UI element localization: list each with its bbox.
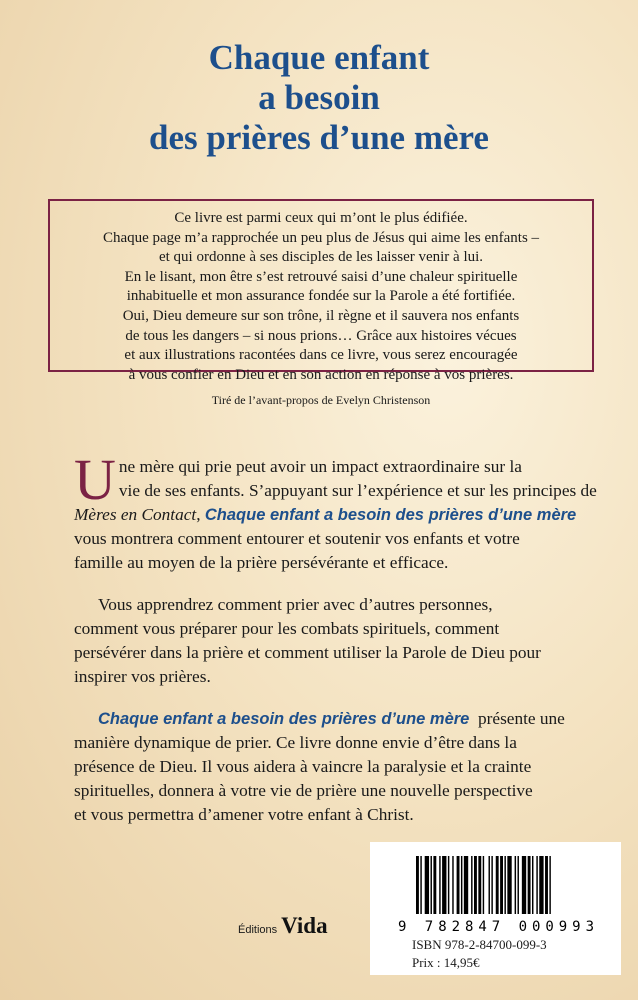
barcode-bar <box>539 856 543 914</box>
barcode-bar <box>518 856 519 914</box>
paragraph-line: famille au moyen de la prière persévérante et efficace. <box>74 553 449 572</box>
barcode-bar <box>522 856 526 914</box>
foreword-quote-box <box>48 199 594 408</box>
paragraph-line: vous montrera comment entourer et soutenir vos enfants et votre <box>74 529 520 548</box>
title-line-1: Chaque enfant <box>208 38 430 77</box>
barcode-bar <box>532 856 533 914</box>
barcode-bar <box>536 856 537 914</box>
barcode-bar <box>515 856 516 914</box>
paragraph-line: manière dynamique de prier. Ce livre donne envie d’être dans la <box>74 733 517 752</box>
barcode-digits: 9 782847 000993 <box>398 919 594 935</box>
description-paragraph-1 <box>74 447 597 575</box>
barcode-bar <box>420 856 421 914</box>
title-line-2: a besoin <box>258 78 380 117</box>
barcode-bar <box>483 856 484 914</box>
quote-line: à vous confier en Dieu et en son action en réponse à vos prières. <box>128 366 514 383</box>
paragraph-text: présente une <box>469 709 565 728</box>
quote-line: Chaque page m’a rapprochée un peu plus de Jésus qui aime les enfants – <box>102 229 540 246</box>
barcode-bar <box>471 856 472 914</box>
quote-line: Oui, Dieu demeure sur son trône, il règne et il sauvera nos enfants <box>122 307 520 324</box>
description-paragraph-3 <box>74 707 594 827</box>
barcode-bar <box>457 856 460 914</box>
paragraph-line: spirituelles, donnera à votre vie de prière une nouvelle perspective <box>74 781 533 800</box>
barcode-bar <box>528 856 531 914</box>
paragraph-line <box>74 503 594 527</box>
barcode-bar <box>549 856 550 914</box>
paragraph-line: présence de Dieu. Il vous aidera à vaincre la paralysie et la crainte <box>74 757 532 776</box>
publisher-prefix: Éditions <box>238 924 278 936</box>
quote-line: de tous les dangers – si nous prions… Grâce aux histoires vécues <box>125 327 517 344</box>
description <box>74 447 597 845</box>
barcode-panel <box>370 842 621 975</box>
barcode-bar <box>431 856 432 914</box>
paragraph-line: comment vous préparer pour les combats spirituels, comment <box>74 619 500 638</box>
barcode-bar <box>474 856 477 914</box>
paragraph-line: ne mère qui prie peut avoir un impact extraordinaire sur la <box>118 457 522 476</box>
paragraph-line: Vous apprendrez comment prier avec d’autres personnes, <box>98 595 493 614</box>
paragraph-line: vie de ses enfants. S’appuyant sur l’expérience et sur les principes de <box>118 481 597 500</box>
isbn-number: ISBN 978-2-84700-099-3 <box>412 937 547 952</box>
quote-line: et qui ordonne à ses disciples de les laisser venir à lui. <box>158 249 484 266</box>
publisher-logo <box>238 913 358 937</box>
quote-line: et aux illustrations racontées dans ce livre, vous serez encouragée <box>124 347 518 364</box>
barcode-bar <box>491 856 492 914</box>
barcode-bar <box>500 856 503 914</box>
barcode-bar <box>504 856 505 914</box>
ministry-name: Mères en Contact <box>74 505 197 524</box>
quote-line: En le lisant, mon être s’est retrouvé saisi d’une chaleur spirituelle <box>124 268 518 285</box>
book-title-inline: Chaque enfant a besoin des prières d’une mère <box>204 506 577 524</box>
barcode-bar <box>545 856 548 914</box>
barcode-bar <box>442 856 446 914</box>
paragraph-line: inspirer vos prières. <box>74 667 211 686</box>
quote-line: inhabituelle et mon assurance fondée sur la Parole a été fortifiée. <box>126 288 516 305</box>
publisher-name: Vida <box>281 913 328 938</box>
book-title-inline: Chaque enfant a besoin des prières d’une mère <box>98 710 470 728</box>
barcode-bar <box>507 856 511 914</box>
paragraph-line: persévérer dans la prière et comment utiliser la Parole de Dieu pour <box>74 643 541 662</box>
barcode-bar <box>464 856 468 914</box>
barcode-bar <box>452 856 453 914</box>
paragraph-line: et vous permettra d’amener votre enfant à Christ. <box>74 805 414 824</box>
quote-attribution: Tiré de l’avant-propos de Evelyn Christenson <box>211 393 431 408</box>
barcode-bar <box>461 856 462 914</box>
description-paragraph-2 <box>74 593 594 689</box>
drop-cap: U <box>74 447 116 512</box>
barcode-bar <box>448 856 449 914</box>
paragraph-line <box>74 707 594 731</box>
barcode-bar <box>433 856 436 914</box>
barcode-bar <box>496 856 499 914</box>
barcode-icon <box>394 854 598 936</box>
book-title <box>0 38 638 158</box>
barcode-bar <box>489 856 490 914</box>
quote-line: Ce livre est parmi ceux qui m’ont le plus édifiée. <box>174 210 468 226</box>
price-label: Prix : 14,95€ <box>412 955 480 970</box>
barcode-bar <box>425 856 429 914</box>
barcode-bar <box>478 856 481 914</box>
barcode-bar <box>439 856 440 914</box>
barcode-bar <box>416 856 419 914</box>
separator: , <box>196 505 205 524</box>
title-line-3: des prières d’une mère <box>149 118 489 157</box>
